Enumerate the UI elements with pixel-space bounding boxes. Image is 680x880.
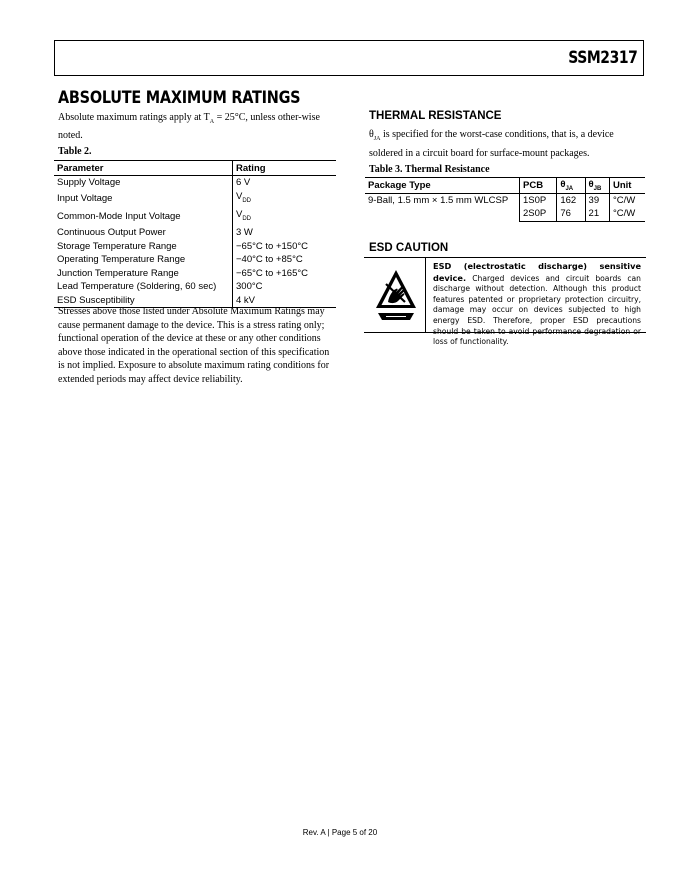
rating-value: 6 V [236, 177, 251, 188]
table-header-row [365, 178, 645, 194]
parameter-cell: Operating Temperature Range [54, 253, 233, 267]
column-header-theta-ja [557, 178, 585, 194]
table-row [54, 176, 336, 190]
intro-text-before: Absolute maximum ratings apply at T [58, 112, 210, 123]
parameter-cell: Lead Temperature (Soldering, 60 sec) [54, 280, 233, 294]
parameter-cell: Common-Mode Input Voltage [54, 208, 233, 226]
column-header-package: Package Type [365, 178, 520, 194]
column-header-rating: Rating [233, 161, 337, 176]
absolute-max-table [54, 160, 336, 308]
rating-subscript: DD [242, 197, 252, 204]
rating-cell [233, 208, 337, 226]
parameter-cell: Storage Temperature Range [54, 240, 233, 254]
rating-value: −40°C to +85°C [236, 254, 303, 266]
pcb-cell: 2S0P [520, 207, 557, 221]
rating-value: 4 kV [236, 294, 256, 306]
parameter-cell: ESD Susceptibility [54, 294, 233, 308]
rating-value: V [236, 190, 243, 202]
part-number: SSM2317 [567, 48, 637, 68]
rating-cell [233, 226, 337, 240]
parameter-cell: Junction Temperature Range [54, 267, 233, 281]
table-row [54, 226, 336, 240]
parameter-cell: Input Voltage [54, 190, 233, 208]
theta-jb-cell: 39 [585, 193, 609, 207]
theta-jb-sub: JB [593, 185, 602, 192]
intro-paragraph [58, 111, 328, 143]
esd-symbol-cell [364, 258, 426, 332]
table-row [54, 253, 336, 267]
thermal-heading: THERMAL RESISTANCE [369, 110, 502, 122]
esd-caution-text [433, 261, 641, 348]
esd-body: Charged devices and circuit boards can discharge without detection. Although this product features patented or proprietary protection circuitry, damage may occur on devices subjected to high energy ESD. Therefore, proper ESD precautions should be taken to avoid performance degradation or loss of functionality. [433, 273, 641, 347]
rating-value: 3 W [236, 227, 253, 239]
rating-value: −65°C to +150°C [236, 240, 309, 252]
unit-cell: °C/W [609, 207, 645, 221]
intro-text-after: = 25°C, unless other-wise noted. [58, 112, 320, 141]
table-row [54, 240, 336, 254]
table2-caption: Table 2. [58, 146, 92, 157]
theta-ja-symbol: θ [560, 179, 566, 190]
thermal-paragraph [369, 128, 641, 160]
page-footer: Rev. A | Page 5 of 20 [302, 828, 378, 837]
thermal-resistance-table [365, 177, 645, 222]
column-header-pcb: PCB [520, 178, 557, 194]
parameter-cell: Supply Voltage [54, 176, 233, 190]
table-row [54, 267, 336, 281]
rating-cell [233, 280, 337, 294]
theta-ja-cell: 162 [557, 193, 585, 207]
rating-cell [233, 267, 337, 281]
theta-jb-cell: 21 [585, 207, 609, 221]
esd-heading: ESD CAUTION [369, 242, 449, 254]
esd-lead: ESD (electrostatic discharge) sensitive device. [433, 261, 641, 283]
pcb-cell: 1S0P [520, 193, 557, 207]
intro-subscript: A [209, 119, 215, 125]
rating-cell [233, 253, 337, 267]
table-row [54, 208, 336, 226]
column-header-unit: Unit [609, 178, 645, 194]
thermal-text: is specified for the worst-case conditions, that is, a device soldered in a circuit board for surface-mount packages. [369, 129, 614, 159]
package-cell: 9-Ball, 1.5 mm × 1.5 mm WLCSP [365, 193, 520, 221]
table3-caption: Table 3. Thermal Resistance [369, 164, 490, 175]
unit-cell: °C/W [612, 194, 636, 206]
theta-symbol: θ [369, 129, 374, 140]
parameter-cell: Continuous Output Power [54, 226, 233, 240]
table-header-row [54, 161, 336, 176]
rating-value: −65°C to +165°C [236, 267, 309, 279]
column-header-theta-jb [585, 178, 609, 194]
esd-warning-icon [374, 268, 418, 322]
rating-subscript: DD [242, 215, 252, 222]
theta-ja-cell: 76 [557, 207, 585, 221]
table-row [54, 280, 336, 294]
table-row [365, 193, 645, 207]
stress-note: Stresses above those listed under Absolute Maximum Ratings may cause permanent damage to the device. This is a stress rating only; functional operation of the device at these or any other conditions above those indicated in the operational section of this specification is not implied. Exposure to absolute maximum rating conditions for extended periods may affect device reliability. [58, 306, 330, 385]
table-row [54, 190, 336, 208]
page-header [54, 40, 644, 76]
esd-caution-box [364, 257, 646, 347]
rating-cell [233, 176, 337, 190]
rating-cell [233, 190, 337, 208]
column-header-parameter: Parameter [54, 161, 233, 176]
theta-subscript: JA [373, 136, 381, 142]
theta-jb-symbol: θ [588, 179, 594, 190]
rating-value: V [236, 208, 243, 220]
rating-cell [233, 240, 337, 254]
section-title: ABSOLUTE MAXIMUM RATINGS [58, 88, 301, 108]
rating-value: 300°C [236, 281, 263, 293]
theta-ja-sub: JA [565, 185, 574, 192]
